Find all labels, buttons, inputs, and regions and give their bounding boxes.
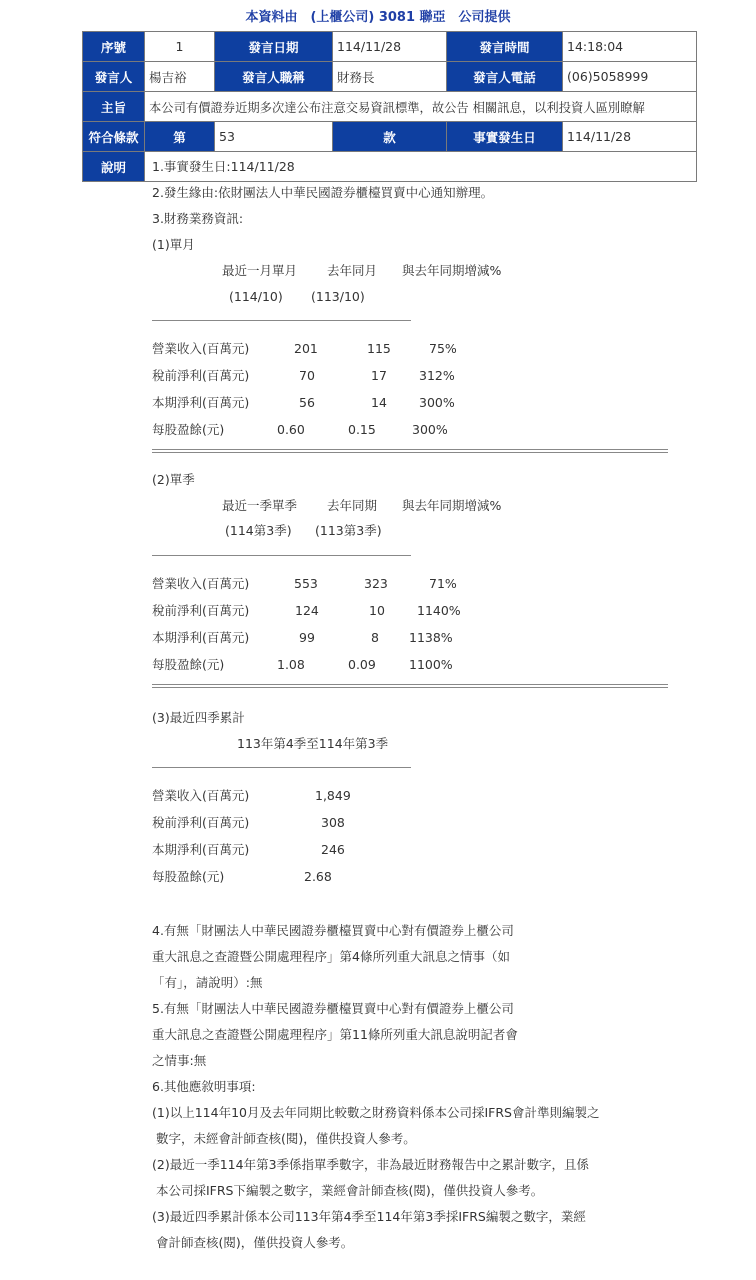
seq-value: 1 [145, 32, 215, 62]
q-row-1-label: 營業收入(百萬元) [152, 576, 250, 591]
q-row-4-label: 每股盈餘(元) [152, 657, 225, 672]
quarterly-heading: (2)單季 [152, 472, 195, 487]
q-row-2-c: 1140% [417, 603, 461, 618]
speaker-title-label: 發言人職稱 [215, 62, 333, 92]
m-row-1-a: 201 [294, 341, 318, 356]
monthly-col-2: 去年同月 [327, 263, 378, 278]
m-row-3-a: 56 [299, 395, 315, 410]
c-row-1-label: 營業收入(百萬元) [152, 788, 250, 803]
q-row-2-label: 稅前淨利(百萬元) [152, 603, 250, 618]
time-label: 發言時間 [447, 32, 563, 62]
m-row-3-c: 300% [419, 395, 455, 410]
q-row-3-label: 本期淨利(百萬元) [152, 630, 250, 645]
m-row-3-b: 14 [371, 395, 387, 410]
quarterly-col-2: 去年同期 [327, 498, 378, 513]
c-row-1-a: 1,849 [315, 788, 351, 803]
m-row-2-b: 17 [371, 368, 387, 383]
q-row-3-a: 99 [299, 630, 315, 645]
subject-value: 本公司有價證券近期多次達公布注意交易資訊標準，故公告 相關訊息，以利投資人區別瞭解 [145, 92, 697, 122]
m-row-4-a: 0.60 [277, 422, 305, 437]
desc-line-1: 1.事實發生日:114/11/28 [152, 159, 295, 174]
speaker-label: 發言人 [83, 62, 145, 92]
quarterly-double-separator [152, 684, 668, 688]
m-row-4-c: 300% [412, 422, 448, 437]
q-row-1-a: 553 [294, 576, 318, 591]
q-row-4-c: 1100% [409, 657, 453, 672]
seq-label: 序號 [83, 32, 145, 62]
c-row-3-label: 本期淨利(百萬元) [152, 842, 250, 857]
q-row-3-b: 8 [371, 630, 379, 645]
monthly-separator [152, 320, 411, 321]
row-sequence [83, 32, 697, 62]
quarterly-period-1: (114第3季) [225, 523, 292, 538]
item-5-line-1: 5.有無「財團法人中華民國證券櫃檯買賣中心對有價證券上櫃公司 [152, 1001, 514, 1016]
item-6-heading: 6.其他應敘明事項: [152, 1079, 256, 1094]
m-row-2-c: 312% [419, 368, 455, 383]
description-label: 說明 [83, 152, 145, 182]
quarterly-col-3: 與去年同期增減% [402, 498, 502, 513]
m-row-3-label: 本期淨利(百萬元) [152, 395, 250, 410]
monthly-double-separator [152, 449, 668, 453]
row-subject [83, 92, 697, 122]
item-6-1-line-1: (1)以上114年10月及去年同期比較數之財務資料係本公司採IFRS會計準則編製之 [152, 1105, 600, 1120]
speaker-title-value: 財務長 [333, 62, 447, 92]
m-row-4-label: 每股盈餘(元) [152, 422, 225, 437]
m-row-4-b: 0.15 [348, 422, 376, 437]
clause-di: 第 [145, 122, 215, 152]
item-4-line-3: 「有」，請說明）:無 [152, 975, 263, 990]
row-speaker [83, 62, 697, 92]
item-6-1-line-2: 數字，未經會計師查核(閱)，僅供投資人參考。 [152, 1131, 416, 1146]
announcement-table [82, 31, 697, 1250]
q-row-1-b: 323 [364, 576, 388, 591]
desc-line-2: 2.發生緣由:依財團法人中華民國證券櫃檯買賣中心通知辦理。 [152, 185, 494, 200]
q-row-4-a: 1.08 [277, 657, 305, 672]
time-value: 14:18:04 [563, 32, 697, 62]
date-label: 發言日期 [215, 32, 333, 62]
cumulative-separator [152, 767, 411, 768]
item-5-line-2: 重大訊息之查證暨公開處理程序」第11條所列重大訊息說明記者會 [152, 1027, 518, 1042]
item-4-line-1: 4.有無「財團法人中華民國證券櫃檯買賣中心對有價證券上櫃公司 [152, 923, 514, 938]
quarterly-separator [152, 555, 411, 556]
q-row-2-b: 10 [369, 603, 385, 618]
cumulative-period: 113年第4季至114年第3季 [237, 736, 389, 751]
desc-line-3: 3.財務業務資訊: [152, 211, 244, 226]
row-description [83, 152, 697, 182]
c-row-4-label: 每股盈餘(元) [152, 869, 225, 884]
q-row-3-c: 1138% [409, 630, 453, 645]
page-title: 本資料由 (上櫃公司) 3081 聯亞 公司提供 [245, 10, 511, 25]
row-clause [83, 122, 697, 152]
quarterly-col-1: 最近一季單季 [222, 498, 298, 513]
clause-number: 53 [215, 122, 333, 152]
fact-date-value: 114/11/28 [563, 122, 697, 152]
monthly-col-1: 最近一月單月 [222, 263, 298, 278]
q-row-4-b: 0.09 [348, 657, 376, 672]
item-6-3-line-1: (3)最近四季累計係本公司113年第4季至114年第3季採IFRS編製之數字，業經 [152, 1209, 586, 1224]
clause-label: 符合條款 [83, 122, 145, 152]
m-row-1-label: 營業收入(百萬元) [152, 341, 250, 356]
fact-date-label: 事實發生日 [447, 122, 563, 152]
c-row-2-a: 308 [321, 815, 345, 830]
m-row-1-c: 75% [429, 341, 457, 356]
speaker-value: 楊吉裕 [145, 62, 215, 92]
c-row-2-label: 稅前淨利(百萬元) [152, 815, 250, 830]
monthly-period-1: (114/10) [229, 289, 283, 304]
clause-kuan: 款 [333, 122, 447, 152]
monthly-heading: (1)單月 [152, 237, 195, 252]
item-4-line-2: 重大訊息之查證暨公開處理程序」第4條所列重大訊息之情事（如 [152, 949, 510, 964]
m-row-1-b: 115 [367, 341, 391, 356]
item-6-3-line-2: 會計師查核(閱)，僅供投資人參考。 [152, 1235, 354, 1250]
c-row-3-a: 246 [321, 842, 345, 857]
phone-value: (06)5058999 [563, 62, 697, 92]
item-6-2-line-1: (2)最近一季114年第3季係指單季數字，非為最近財務報告中之累計數字，且係 [152, 1157, 590, 1172]
phone-label: 發言人電話 [447, 62, 563, 92]
item-5-line-3: 之情事:無 [152, 1053, 207, 1068]
item-6-2-line-2: 本公司採IFRS下編製之數字，業經會計師查核(閱)，僅供投資人參考。 [152, 1183, 544, 1198]
monthly-period-2: (113/10) [311, 289, 365, 304]
quarterly-period-2: (113第3季) [315, 523, 382, 538]
date-value: 114/11/28 [333, 32, 447, 62]
m-row-2-a: 70 [299, 368, 315, 383]
q-row-2-a: 124 [295, 603, 319, 618]
m-row-2-label: 稅前淨利(百萬元) [152, 368, 250, 383]
q-row-1-c: 71% [429, 576, 457, 591]
cumulative-heading: (3)最近四季累計 [152, 710, 245, 725]
description-body [145, 152, 697, 1250]
monthly-col-3: 與去年同期增減% [402, 263, 502, 278]
subject-label: 主旨 [83, 92, 145, 122]
c-row-4-a: 2.68 [304, 869, 332, 884]
